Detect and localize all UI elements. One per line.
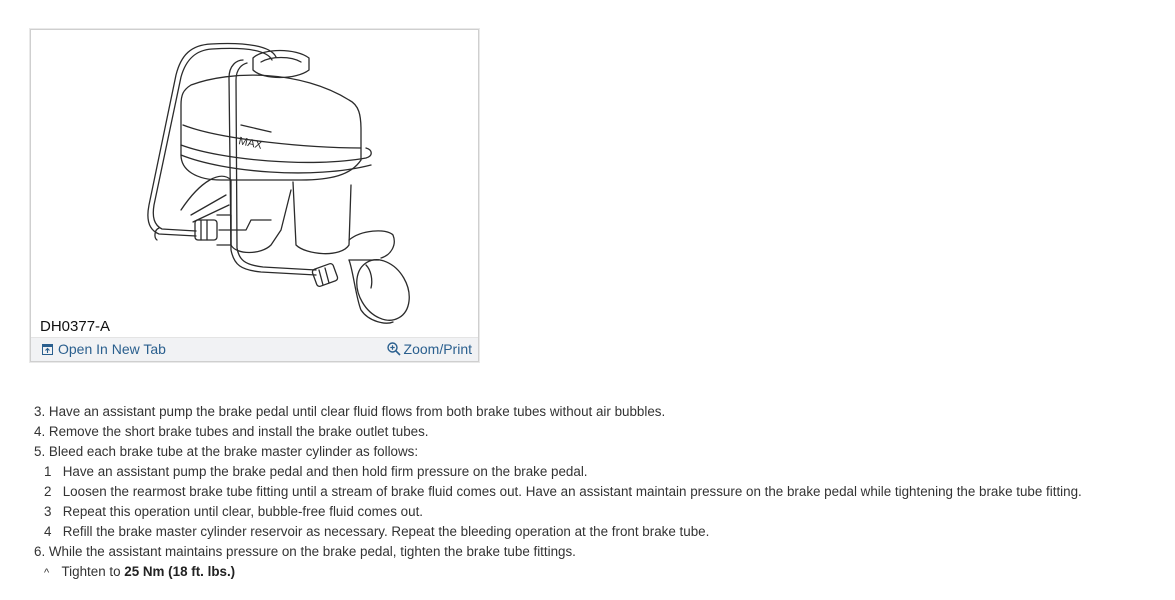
- procedure-steps: [34, 402, 1164, 582]
- substep-item: [34, 462, 1164, 482]
- zoom-in-icon: [387, 342, 401, 356]
- figure-caption: DH0377-A: [40, 318, 111, 335]
- step-number: 6.: [34, 544, 46, 559]
- figure-toolbar: [31, 337, 478, 361]
- step-text: While the assistant maintains pressure on the brake pedal, tighten the brake tube fittings.: [48, 544, 576, 559]
- step-number: 5.: [34, 444, 46, 459]
- master-cylinder-illustration: [31, 30, 480, 330]
- substep-text: Repeat this operation until clear, bubble-free fluid comes out.: [62, 504, 424, 519]
- zoom-print-label: Zoom/Print: [403, 341, 472, 357]
- step-item: [34, 442, 1164, 462]
- zoom-print-link[interactable]: [387, 341, 472, 357]
- substep-text: Refill the brake master cylinder reservoir as necessary. Repeat the bleeding operation at the front brake tube.: [62, 524, 710, 539]
- substep-text: Have an assistant pump the brake pedal and then hold firm pressure on the brake pedal.: [62, 464, 588, 479]
- step-text: Bleed each brake tube at the brake master cylinder as follows:: [48, 444, 419, 459]
- open-in-new-tab-link[interactable]: [42, 341, 166, 357]
- substep-item: [34, 502, 1164, 522]
- open-new-tab-icon: [42, 344, 53, 355]
- substep-text: Loosen the rearmost brake tube fitting until a stream of brake fluid comes out. Have an assistant maintain pressure on the brake pedal while tightening the brake tube fitting.: [62, 484, 1082, 499]
- substep-number: 1: [44, 464, 52, 479]
- figure-panel: [30, 29, 479, 362]
- torque-value: 25 Nm (18 ft. lbs.): [124, 564, 236, 579]
- caret-marker: ^: [44, 567, 50, 579]
- step-text: Have an assistant pump the brake pedal until clear fluid flows from both brake tubes without air bubbles.: [48, 404, 666, 419]
- step-number: 4.: [34, 424, 46, 439]
- substep-item: [34, 482, 1164, 502]
- substep-number: 2: [44, 484, 52, 499]
- step-item: [34, 402, 1164, 422]
- torque-spec-note: [34, 562, 1164, 582]
- torque-prefix: Tighten to: [61, 564, 125, 579]
- step-number: 3.: [34, 404, 46, 419]
- substep-item: [34, 522, 1164, 542]
- step-item: [34, 542, 1164, 562]
- step-text: Remove the short brake tubes and install the brake outlet tubes.: [48, 424, 429, 439]
- substep-number: 4: [44, 524, 52, 539]
- step-item: [34, 422, 1164, 442]
- substep-number: 3: [44, 504, 52, 519]
- svg-text:MAX: MAX: [237, 135, 264, 152]
- open-in-new-tab-label: Open In New Tab: [58, 341, 166, 357]
